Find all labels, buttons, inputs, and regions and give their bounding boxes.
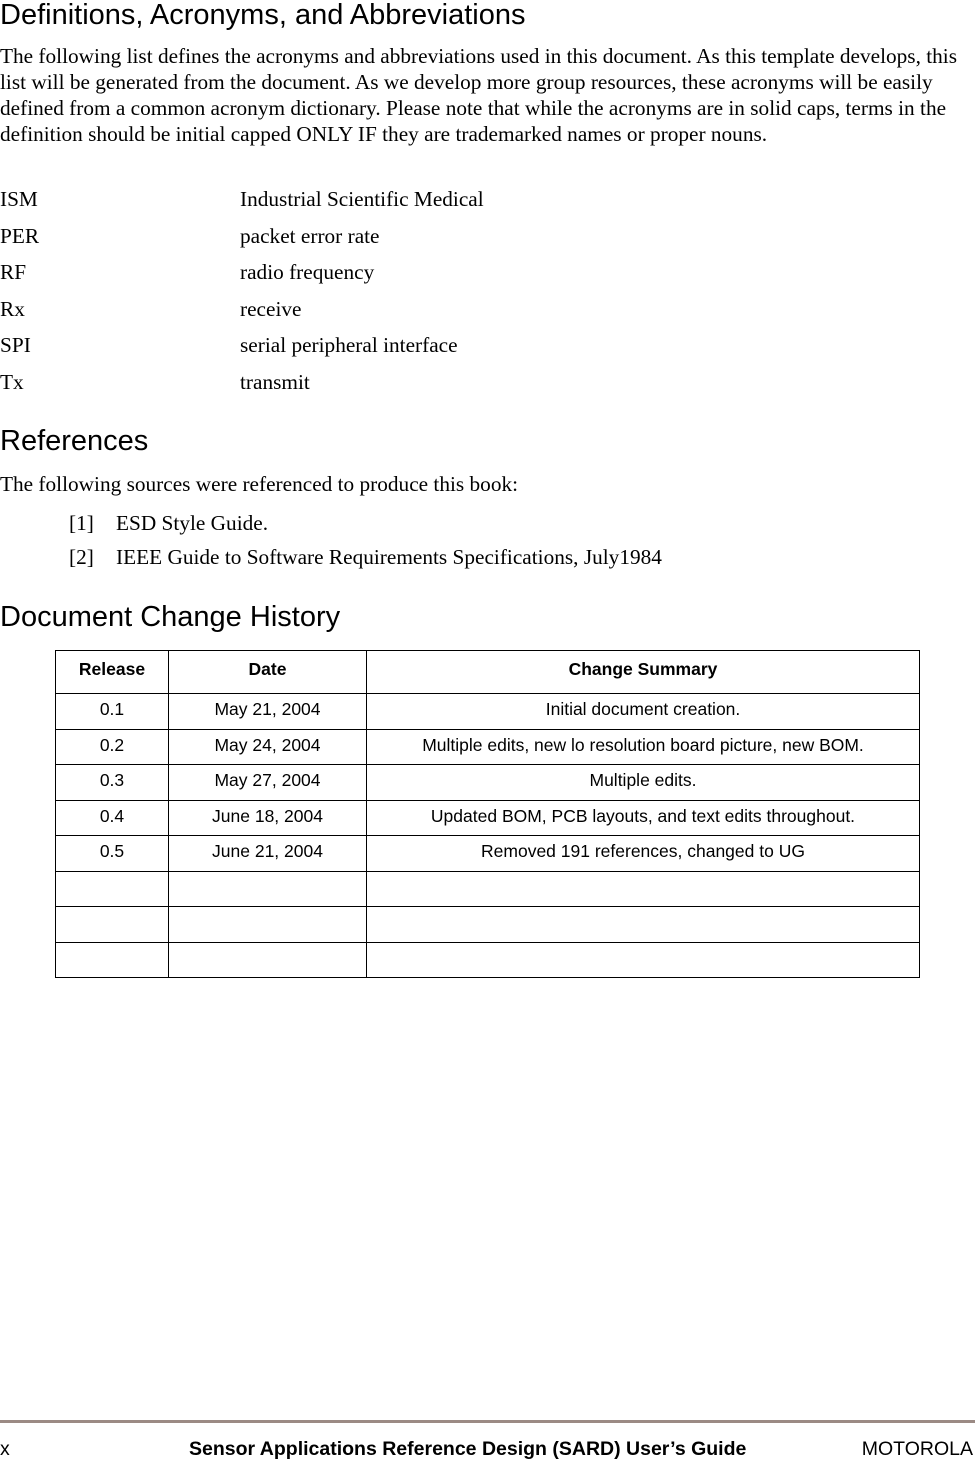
date-cell: May 21, 2004 (169, 694, 367, 730)
acronym-term: RF (0, 260, 27, 284)
acronym-definition: serial peripheral interface (240, 333, 458, 357)
acronym-item (0, 259, 975, 285)
summary-cell: Multiple edits, new lo resolution board picture, new BOM. (367, 729, 920, 765)
release-cell: 0.1 (56, 694, 169, 730)
date-cell (169, 871, 367, 907)
column-header: Change Summary (367, 651, 920, 694)
acronym-term: PER (0, 223, 40, 248)
summary-cell (367, 871, 920, 907)
summary-cell: Updated BOM, PCB layouts, and text edits throughout. (367, 800, 920, 836)
table-row (56, 729, 920, 765)
summary-cell: Removed 191 references, changed to UG (367, 836, 920, 872)
table-row (56, 942, 920, 978)
date-cell: June 18, 2004 (169, 800, 367, 836)
table-row (56, 907, 920, 943)
summary-cell: Initial document creation. (367, 694, 920, 730)
table-row (56, 836, 920, 872)
acronym-item (0, 186, 975, 212)
release-cell: 0.5 (56, 836, 169, 872)
footer-brand: MOTOROLA (861, 1438, 973, 1460)
reference-number: [2] (69, 545, 94, 569)
release-cell (56, 871, 169, 907)
acronym-item (0, 223, 975, 249)
change-history-table (55, 650, 920, 978)
history-heading: Document Change History (0, 601, 341, 633)
acronym-term: ISM (0, 187, 38, 211)
table-row (56, 871, 920, 907)
acronym-definition: transmit (240, 369, 310, 394)
acronym-definition: packet error rate (240, 223, 380, 248)
summary-cell (367, 942, 920, 978)
footer-page-number: x (0, 1438, 10, 1460)
date-cell: May 27, 2004 (169, 765, 367, 801)
acronym-definition: radio frequency (240, 260, 375, 284)
acronym-item (0, 332, 975, 358)
release-cell: 0.2 (56, 729, 169, 765)
references-heading: References (0, 425, 149, 457)
summary-cell: Multiple edits. (367, 765, 920, 801)
table-header-row (56, 651, 920, 694)
acronym-item (0, 369, 975, 395)
release-cell: 0.4 (56, 800, 169, 836)
table-row (56, 765, 920, 801)
reference-item (0, 510, 975, 536)
reference-item (0, 544, 975, 570)
release-cell: 0.3 (56, 765, 169, 801)
acronym-definition: Industrial Scientific Medical (240, 187, 484, 211)
reference-text: IEEE Guide to Software Requirements Specifications, July1984 (116, 545, 662, 569)
table-row (56, 800, 920, 836)
footer-divider (0, 1420, 975, 1423)
reference-text: ESD Style Guide. (116, 511, 269, 535)
date-cell (169, 942, 367, 978)
references-intro: The following sources were referenced to produce this book: (0, 472, 519, 496)
release-cell (56, 942, 169, 978)
release-cell (56, 907, 169, 943)
definitions-heading: Definitions, Acronyms, and Abbreviations (0, 0, 526, 31)
date-cell: May 24, 2004 (169, 729, 367, 765)
acronym-term: SPI (0, 333, 31, 357)
column-header: Date (169, 651, 367, 694)
acronym-term: Tx (0, 369, 24, 394)
summary-cell (367, 907, 920, 943)
definitions-intro: The following list defines the acronyms and abbreviations used in this document. As this template develops, this list will be generated from the document. As we develop more group resources, these acronyms will be easily defined from a common acronym dictionary. Please note that while the acronyms are in solid caps, terms in the definition should be initial capped ONLY IF they are trademarked names or proper nouns. (0, 44, 958, 146)
acronym-item (0, 296, 975, 322)
acronym-definition: receive (240, 296, 302, 321)
column-header: Release (56, 651, 169, 694)
date-cell: June 21, 2004 (169, 836, 367, 872)
reference-number: [1] (69, 511, 94, 535)
footer-title: Sensor Applications Reference Design (SARD) User’s Guide (189, 1438, 747, 1460)
acronym-term: Rx (0, 296, 25, 321)
date-cell (169, 907, 367, 943)
table-row (56, 694, 920, 730)
